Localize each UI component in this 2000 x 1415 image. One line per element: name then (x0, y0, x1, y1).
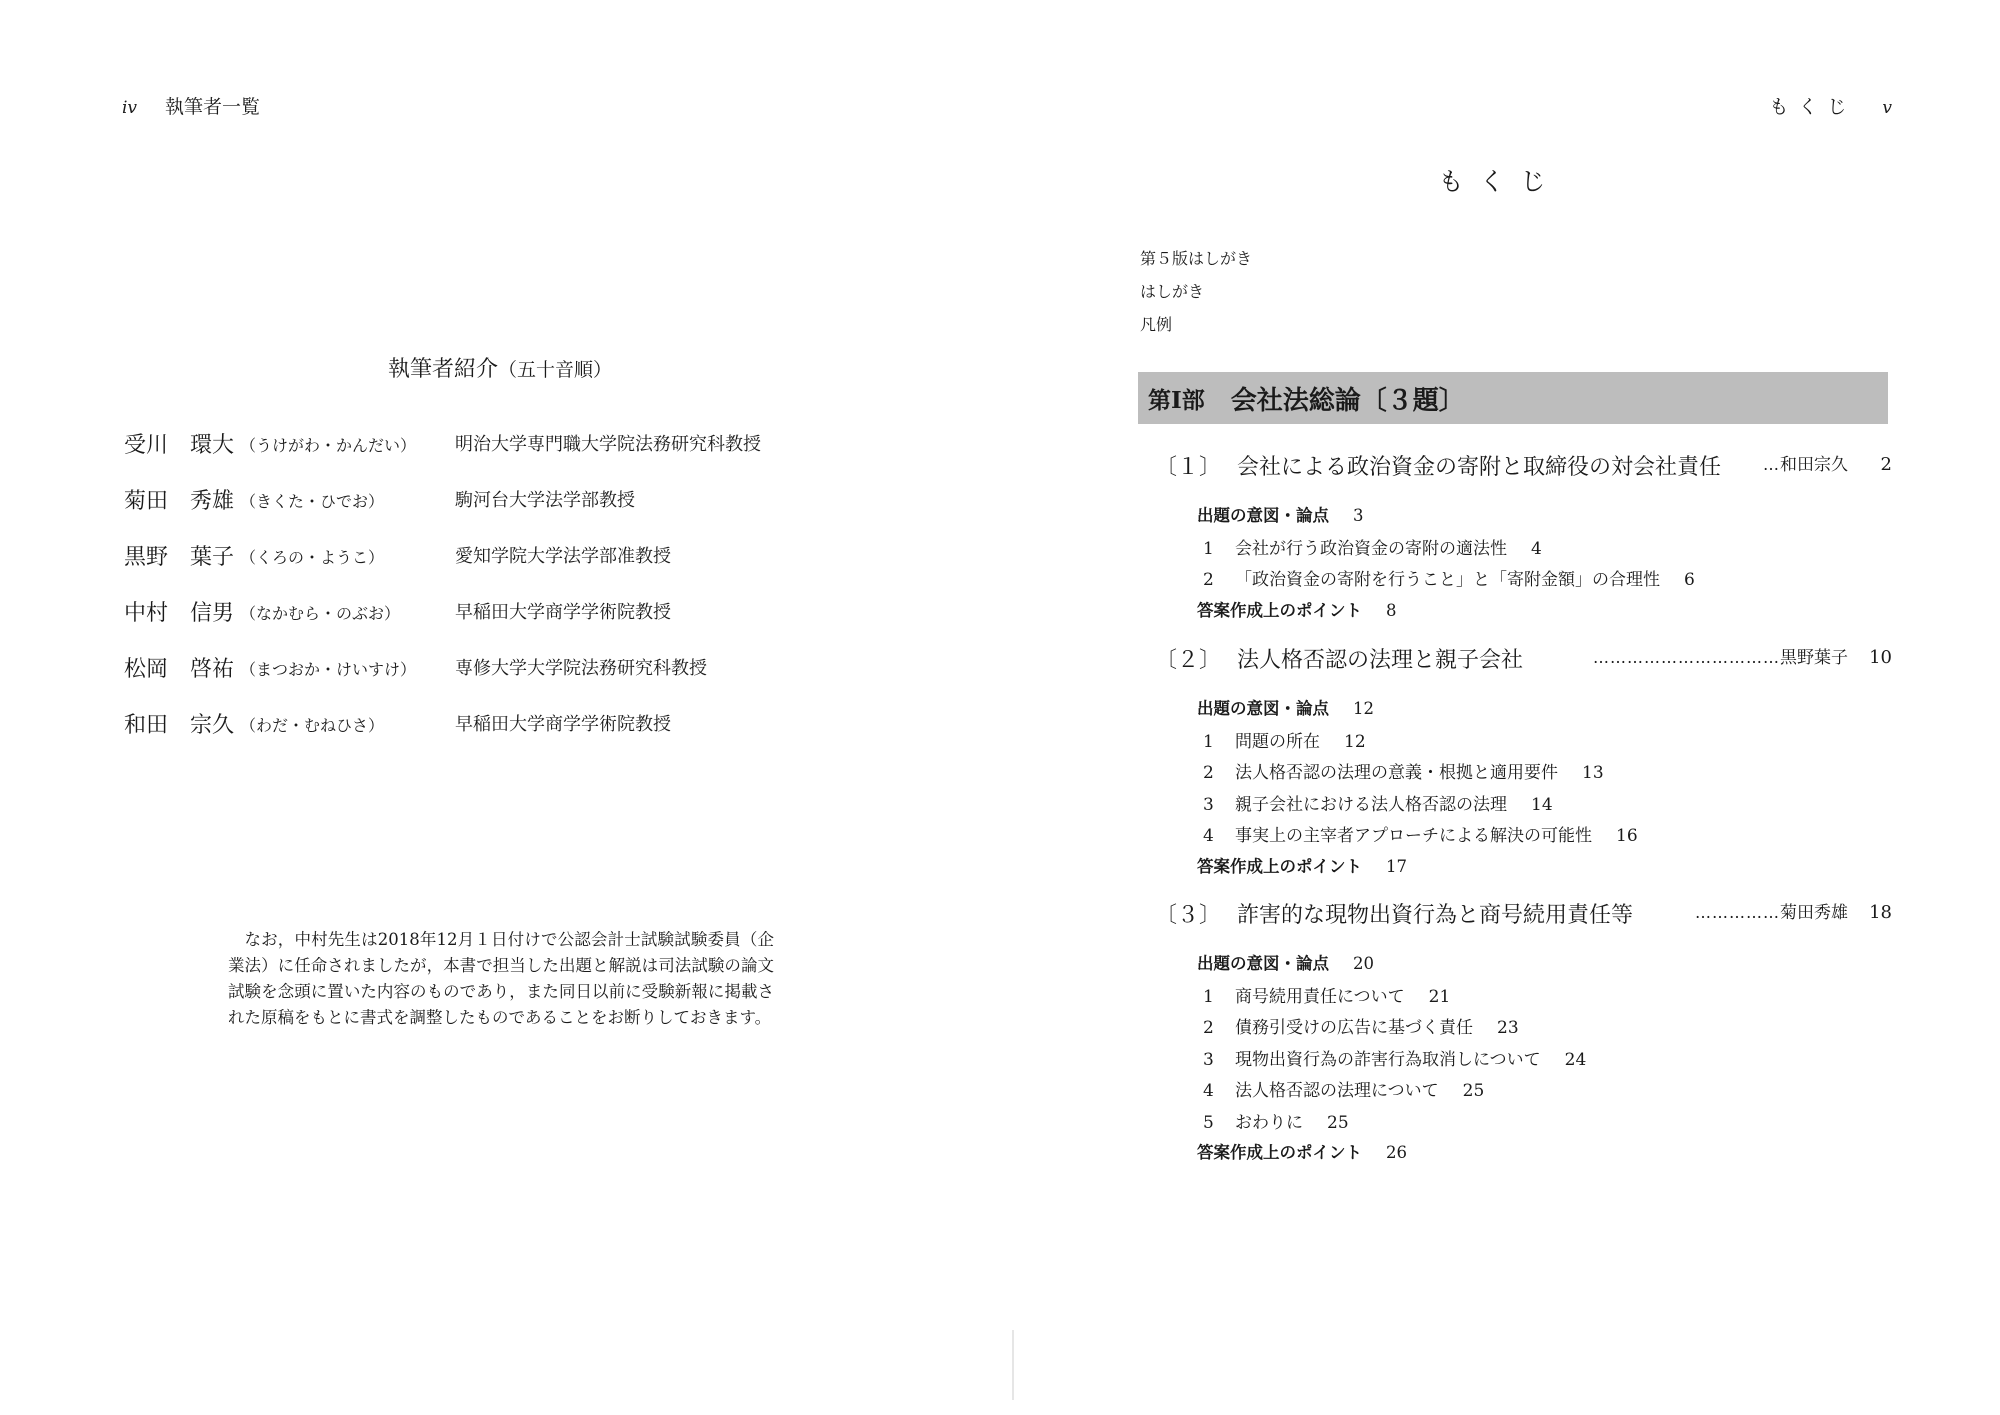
section-number: 1 (1203, 731, 1214, 752)
chapter-number: 〔３〕 (1155, 903, 1222, 928)
author-kana: （くろの・ようこ） (240, 548, 385, 567)
toc-subheading[interactable] (1197, 853, 1407, 877)
author-affiliation: 早稲田大学商学学術院教授 (455, 714, 671, 735)
toc-item-page: 24 (1564, 1049, 1587, 1070)
author-name: 中村 信男 (124, 601, 235, 626)
toc-section[interactable] (1203, 565, 1695, 590)
left-folio: iv (122, 98, 138, 118)
toc-item-page: 4 (1531, 538, 1542, 559)
chapter-page: 2 (1880, 454, 1892, 475)
part-title: 会社法総論〔３題〕 (1230, 385, 1465, 416)
chapter-number: 〔２〕 (1155, 648, 1222, 673)
right-running-head-title: もくじ (1769, 96, 1857, 118)
author-name: 松岡 啓祐 (124, 657, 235, 682)
toc-item-label: 「政治資金の寄附を行うこと」と「寄附金額」の合理性 (1235, 570, 1660, 590)
author-kana: （わだ・むねひさ） (240, 716, 385, 735)
toc-item-page: 12 (1353, 699, 1374, 718)
toc-item-label: 出題の意図・論点 (1197, 506, 1329, 525)
toc-item-label: 答案作成上のポイント (1197, 600, 1362, 620)
toc-section[interactable] (1203, 1108, 1349, 1133)
chapter-title: 会社による政治資金の寄附と取締役の対会社責任 (1237, 455, 1722, 480)
toc-item-page: 16 (1616, 826, 1638, 846)
chapter-author: 菊田秀雄 (1780, 903, 1848, 923)
section-number: 4 (1203, 826, 1214, 846)
author-name: 和田 宗久 (124, 713, 235, 738)
toc-item-label: 債務引受けの広告に基づく責任 (1235, 1018, 1473, 1038)
author-affiliation: 明治大学専門職大学院法務研究科教授 (455, 434, 761, 455)
toc-item-page: 6 (1684, 570, 1695, 590)
toc-item-page: 26 (1386, 1143, 1407, 1162)
toc-item-page: 21 (1428, 986, 1451, 1007)
toc-item-label: 法人格否認の法理の意義・根拠と適用要件 (1235, 763, 1558, 783)
author-affiliation: 専修大学大学院法務研究科教授 (455, 658, 707, 679)
chapter-author: 和田宗久 (1780, 455, 1848, 475)
author-affiliation: 駒河台大学法学部教授 (455, 490, 635, 511)
toc-subheading[interactable] (1197, 950, 1374, 974)
section-number: 2 (1203, 1018, 1214, 1038)
toc-subheading[interactable] (1197, 1139, 1407, 1163)
right-page (1000, 0, 2000, 1415)
part-banner[interactable] (1138, 372, 1888, 424)
section-number: 5 (1203, 1112, 1214, 1133)
toc-item-page: 17 (1386, 856, 1407, 876)
author-kana: （なかむら・のぶお） (240, 604, 401, 623)
author-kana: （きくた・ひでお） (240, 492, 385, 511)
section-number: 1 (1203, 538, 1214, 559)
author-name: 菊田 秀雄 (124, 489, 235, 514)
right-folio: v (1882, 98, 1892, 118)
chapter-meta (1593, 643, 1892, 669)
author-kana: （うけがわ・かんだい） (240, 436, 417, 455)
author-kana: （まつおか・けいすけ） (240, 660, 417, 679)
toc-item-label: 商号続用責任について (1235, 986, 1405, 1007)
toc-title: もくじ (1438, 167, 1562, 196)
chapter-author: 黒野葉子 (1780, 648, 1848, 668)
appointment-note: なお，中村先生は2018年12月１日付けで公認会計士試験試験委員（企業法）に任命されましたが，本書で担当した出題と解説は司法試験の論文試験を念頭に置いた内容のものであり，また同日以前に受験新報に掲載された原稿をもとに書式を調整したものであることをお断りしておきます。 (228, 930, 774, 1027)
toc-subheading[interactable] (1197, 597, 1397, 621)
toc-section[interactable] (1203, 534, 1542, 559)
leader-dots: …………………………… (1593, 648, 1780, 667)
chapter-meta (1695, 898, 1892, 924)
toc-subheading[interactable] (1197, 695, 1374, 719)
toc-item-page: 12 (1344, 731, 1366, 752)
toc-item-page: 14 (1531, 794, 1553, 815)
toc-item-page: 20 (1353, 954, 1374, 973)
toc-item-label: 答案作成上のポイント (1197, 1143, 1362, 1162)
toc-item-page: 25 (1462, 1081, 1485, 1101)
section-number: 3 (1203, 794, 1214, 815)
toc-section[interactable] (1203, 1013, 1519, 1038)
authors-title-text: 執筆者紹介 (387, 357, 498, 382)
author-name: 黒野 葉子 (124, 545, 235, 570)
left-running-head-title: 執筆者一覧 (165, 96, 261, 118)
toc-item-label: おわりに (1235, 1112, 1303, 1133)
toc-section[interactable] (1203, 1045, 1586, 1070)
section-number: 4 (1203, 1081, 1214, 1101)
toc-item-label: 法人格否認の法理について (1235, 1081, 1439, 1101)
chapter-number: 〔１〕 (1155, 455, 1222, 480)
authors-title (0, 352, 1000, 383)
toc-item-label: 事実上の主宰者アプローチによる解決の可能性 (1235, 826, 1592, 846)
section-number: 3 (1203, 1049, 1214, 1070)
authors-title-note: （五十音順） (498, 359, 613, 381)
chapter-meta (1763, 450, 1892, 476)
front-matter-item[interactable]: はしがき (1140, 282, 1205, 301)
author-affiliation: 愛知学院大学法学部准教授 (455, 546, 671, 567)
chapter-title: 法人格否認の法理と親子会社 (1237, 648, 1524, 673)
author-name: 受川 環大 (124, 433, 235, 458)
toc-item-page: 25 (1327, 1112, 1349, 1133)
toc-section[interactable] (1203, 1076, 1484, 1101)
toc-item-page: 13 (1582, 763, 1604, 783)
leader-dots: …………… (1695, 903, 1780, 922)
toc-item-label: 親子会社における法人格否認の法理 (1235, 794, 1507, 815)
right-running-head (1769, 92, 1892, 119)
chapter-page: 18 (1869, 902, 1892, 923)
toc-item-label: 答案作成上のポイント (1197, 856, 1362, 876)
toc-item-label: 出題の意図・論点 (1197, 954, 1329, 973)
toc-section[interactable] (1203, 821, 1638, 846)
toc-chapter[interactable] (1155, 898, 1892, 932)
toc-item-page: 3 (1353, 506, 1364, 525)
left-running-head (122, 92, 260, 119)
toc-chapter[interactable] (1155, 643, 1892, 677)
toc-item-label: 出題の意図・論点 (1197, 699, 1329, 718)
leader-dots: … (1763, 455, 1780, 474)
chapter-page: 10 (1869, 647, 1892, 668)
toc-item-page: 23 (1497, 1018, 1519, 1038)
toc-item-label: 問題の所在 (1235, 731, 1320, 752)
section-number: 1 (1203, 986, 1214, 1007)
section-number: 2 (1203, 570, 1214, 590)
author-affiliation: 早稲田大学商学学術院教授 (455, 602, 671, 623)
front-matter-item[interactable]: 凡例 (1140, 315, 1173, 334)
front-matter-item[interactable]: 第５版はしがき (1140, 249, 1253, 268)
front-matter-list (1140, 246, 1252, 345)
toc-item-label: 現物出資行為の詐害行為取消しについて (1235, 1049, 1541, 1070)
toc-section[interactable] (1203, 727, 1366, 752)
part-number: 第Ⅰ部 (1148, 386, 1205, 414)
toc-section[interactable] (1203, 758, 1604, 783)
toc-section[interactable] (1203, 982, 1450, 1007)
toc-item-page: 8 (1386, 600, 1397, 620)
toc-section[interactable] (1203, 790, 1553, 815)
toc-chapter[interactable] (1155, 450, 1892, 484)
toc-item-label: 会社が行う政治資金の寄附の適法性 (1235, 538, 1507, 559)
chapter-title: 詐害的な現物出資行為と商号続用責任等 (1237, 903, 1634, 928)
toc-subheading[interactable] (1197, 502, 1364, 526)
section-number: 2 (1203, 763, 1214, 783)
